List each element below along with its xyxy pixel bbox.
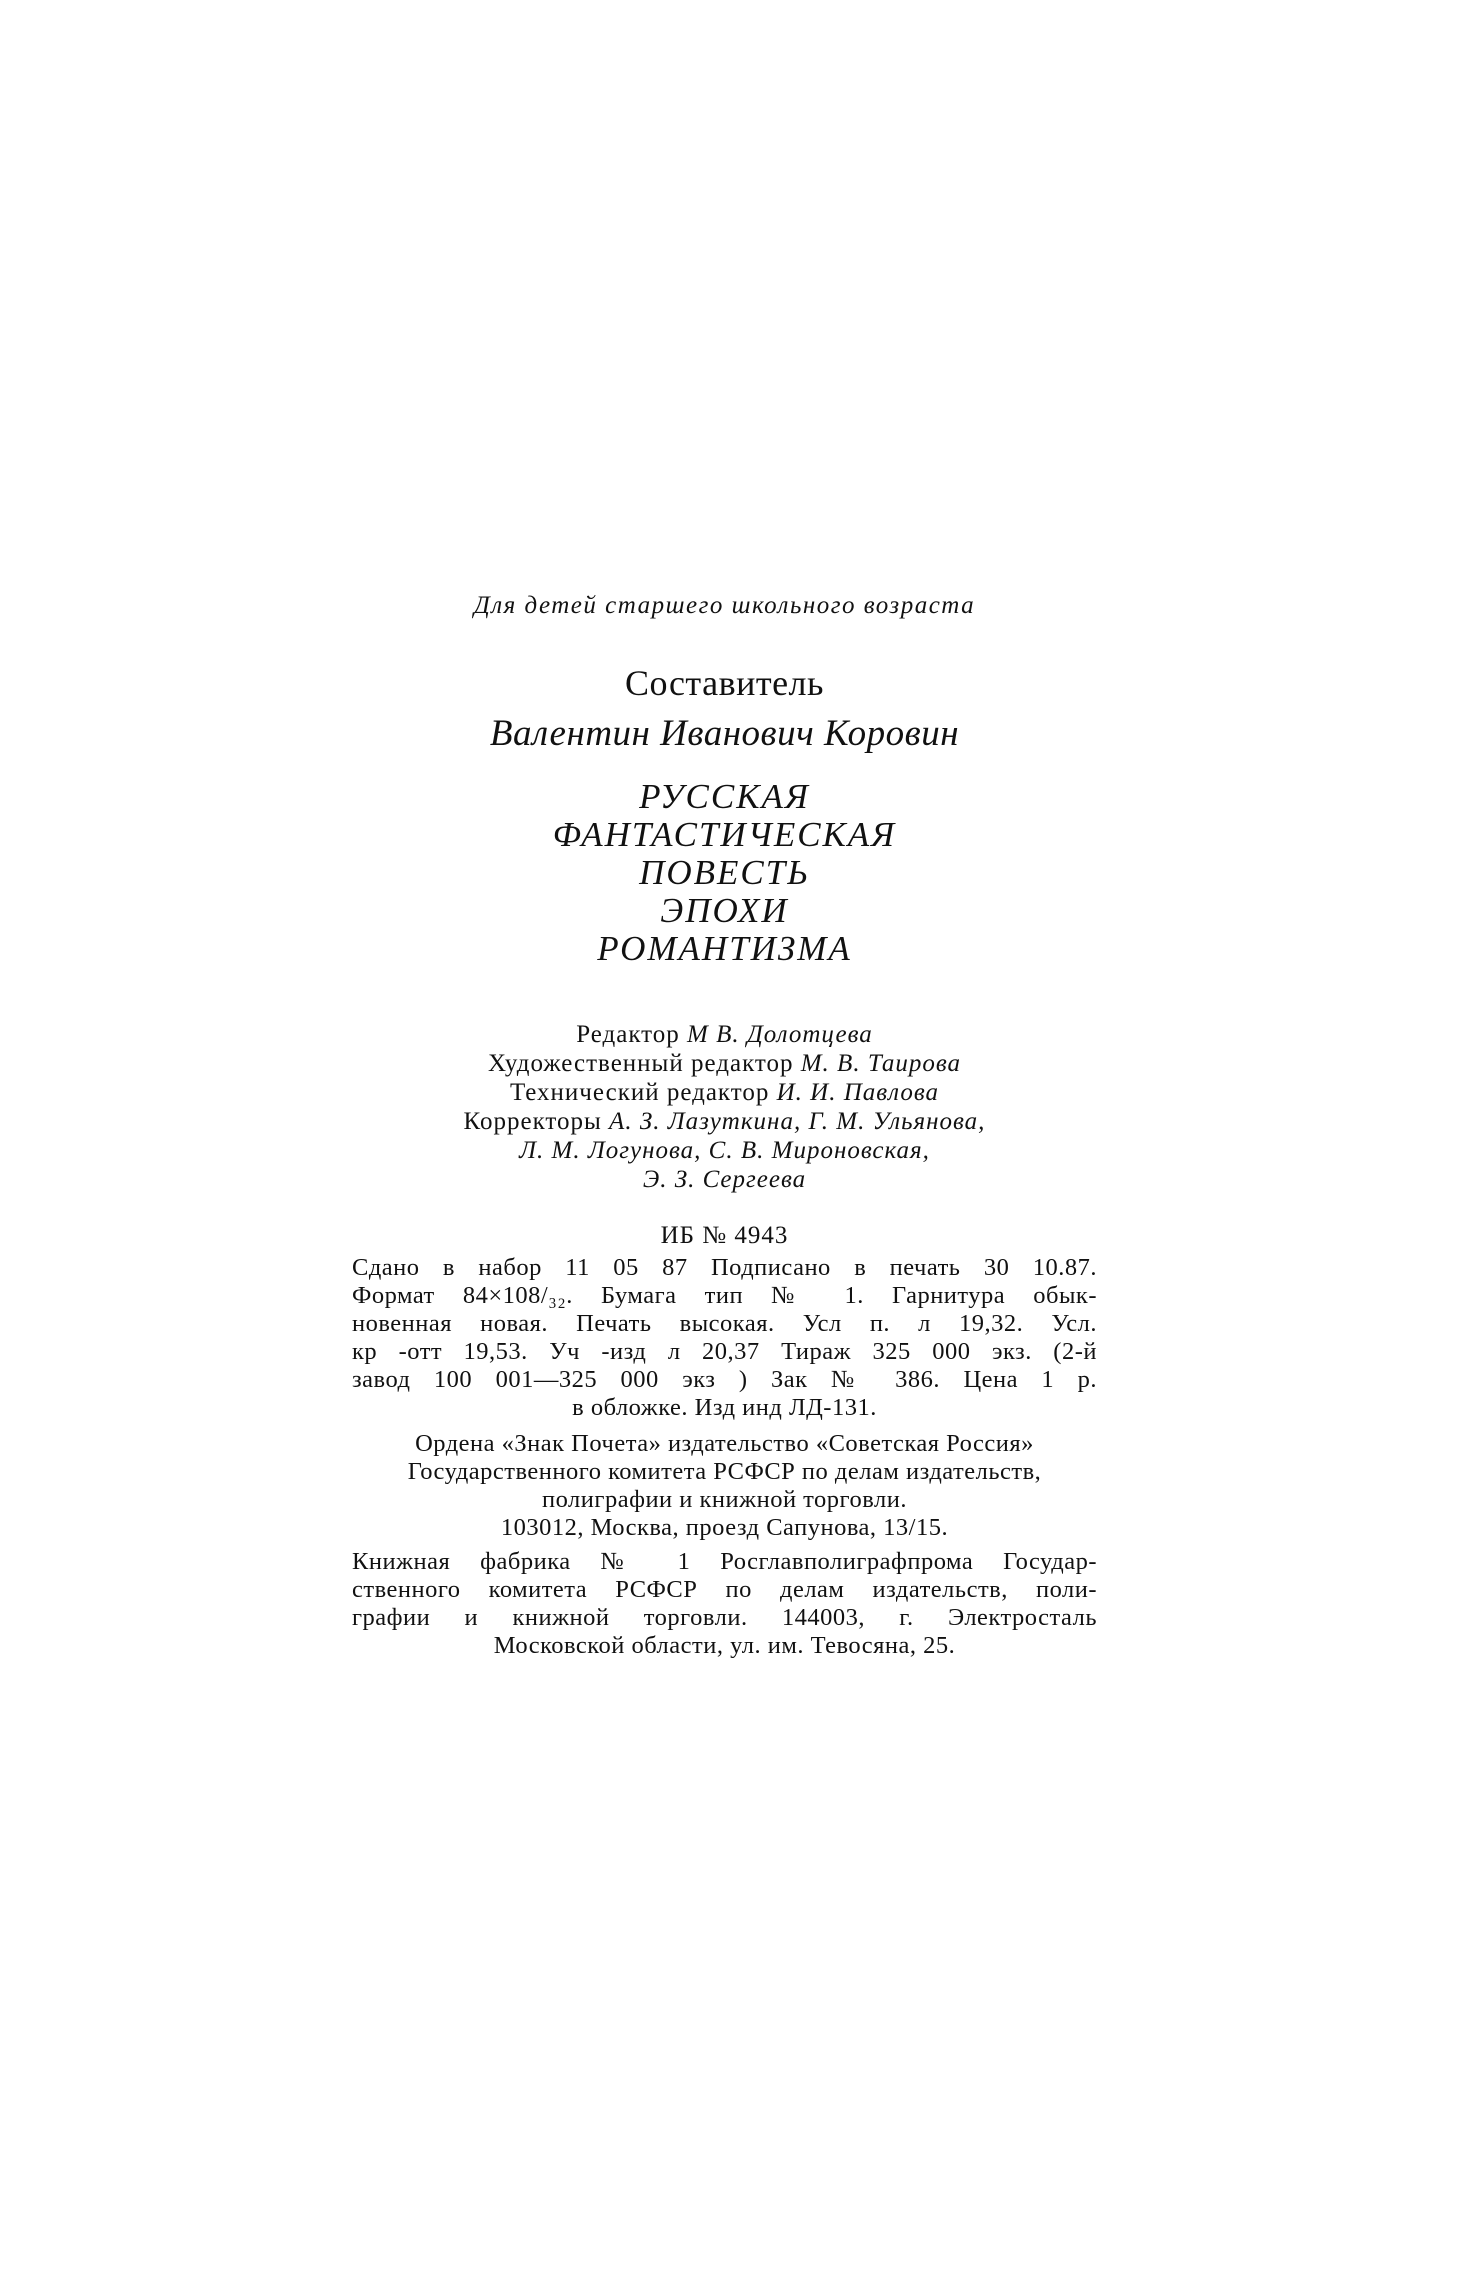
spec-line: новенная новая. Печать высокая. Усл п. л 19,32. Усл. [352,1310,1097,1337]
publisher-line: Государственного комитета РСФСР по делам издательств, [407,1458,1042,1485]
credit-names: М В. Долотцева [687,1021,873,1048]
compiler-name: Валентин Иванович Коровин [489,713,960,754]
spec-line: завод 100 001—325 000 экз ) Зак № 386. Цена 1 р. [352,1366,1097,1393]
spec-line: в обложке. Изд инд ЛД-131. [572,1394,877,1421]
print-specs [352,1254,1097,1422]
spec-line: кр -отт 19,53. Уч -изд л 20,37 Тираж 325 000 экз. (2-й [352,1338,1097,1365]
publisher-line: Ордена «Знак Почета» издательство «Советская Россия» [415,1430,1034,1457]
credit-line [352,1136,1097,1165]
factory-line: графии и книжной торговли. 144003, г. Электросталь [352,1604,1097,1631]
title-line: ФАНТАСТИЧЕСКАЯ [552,815,897,854]
spec-line: Формат 84×108/₃₂. Бумага тип № 1. Гарнитура обык- [352,1282,1097,1309]
factory-line: Московской области, ул. им. Тевосяна, 25. [493,1632,956,1659]
credit-line [352,1165,1097,1194]
factory-line: ственного комитета РСФСР по делам издательств, поли- [352,1576,1097,1603]
compiler-label: Составитель [625,663,824,703]
spec-line: Сдано в набор 11 05 87 Подписано в печать 30 10.87. [352,1254,1097,1281]
title-line: ЭПОХИ [660,891,789,930]
credit-line [352,1078,1097,1107]
credit-names: И. И. Павлова [776,1079,940,1106]
credit-line [352,1020,1097,1049]
publisher-info [352,1430,1097,1542]
publisher-line: полиграфии и книжной торговли. [542,1486,907,1513]
book-title [352,778,1097,968]
credit-role: Художественный редактор [487,1050,794,1077]
publisher-line: 103012, Москва, проезд Сапунова, 13/15. [500,1514,949,1541]
credit-names: А. З. Лазуткина, Г. М. Ульянова, [609,1108,986,1135]
ib-number: ИБ № 4943 [660,1222,789,1249]
audience-note: Для детей старшего школьного возраста [473,592,976,619]
credit-names: Л. М. Логунова, С. В. Мироновская, [519,1137,930,1164]
credit-line [352,1107,1097,1136]
credit-names: М. В. Таирова [800,1050,962,1077]
credits [352,1020,1097,1194]
credit-role: Технический редактор [509,1079,770,1106]
credit-line [352,1049,1097,1078]
credit-role: Редактор [576,1021,680,1048]
credit-role: Корректоры [463,1108,602,1135]
title-line: РОМАНТИЗМА [597,929,852,968]
factory-info [352,1548,1097,1660]
title-line: РУССКАЯ [639,777,810,816]
factory-line: Книжная фабрика № 1 Росглавполиграфпрома Государ- [352,1548,1097,1575]
credit-names: Э. З. Сергеева [642,1166,807,1193]
title-line: ПОВЕСТЬ [639,853,810,892]
